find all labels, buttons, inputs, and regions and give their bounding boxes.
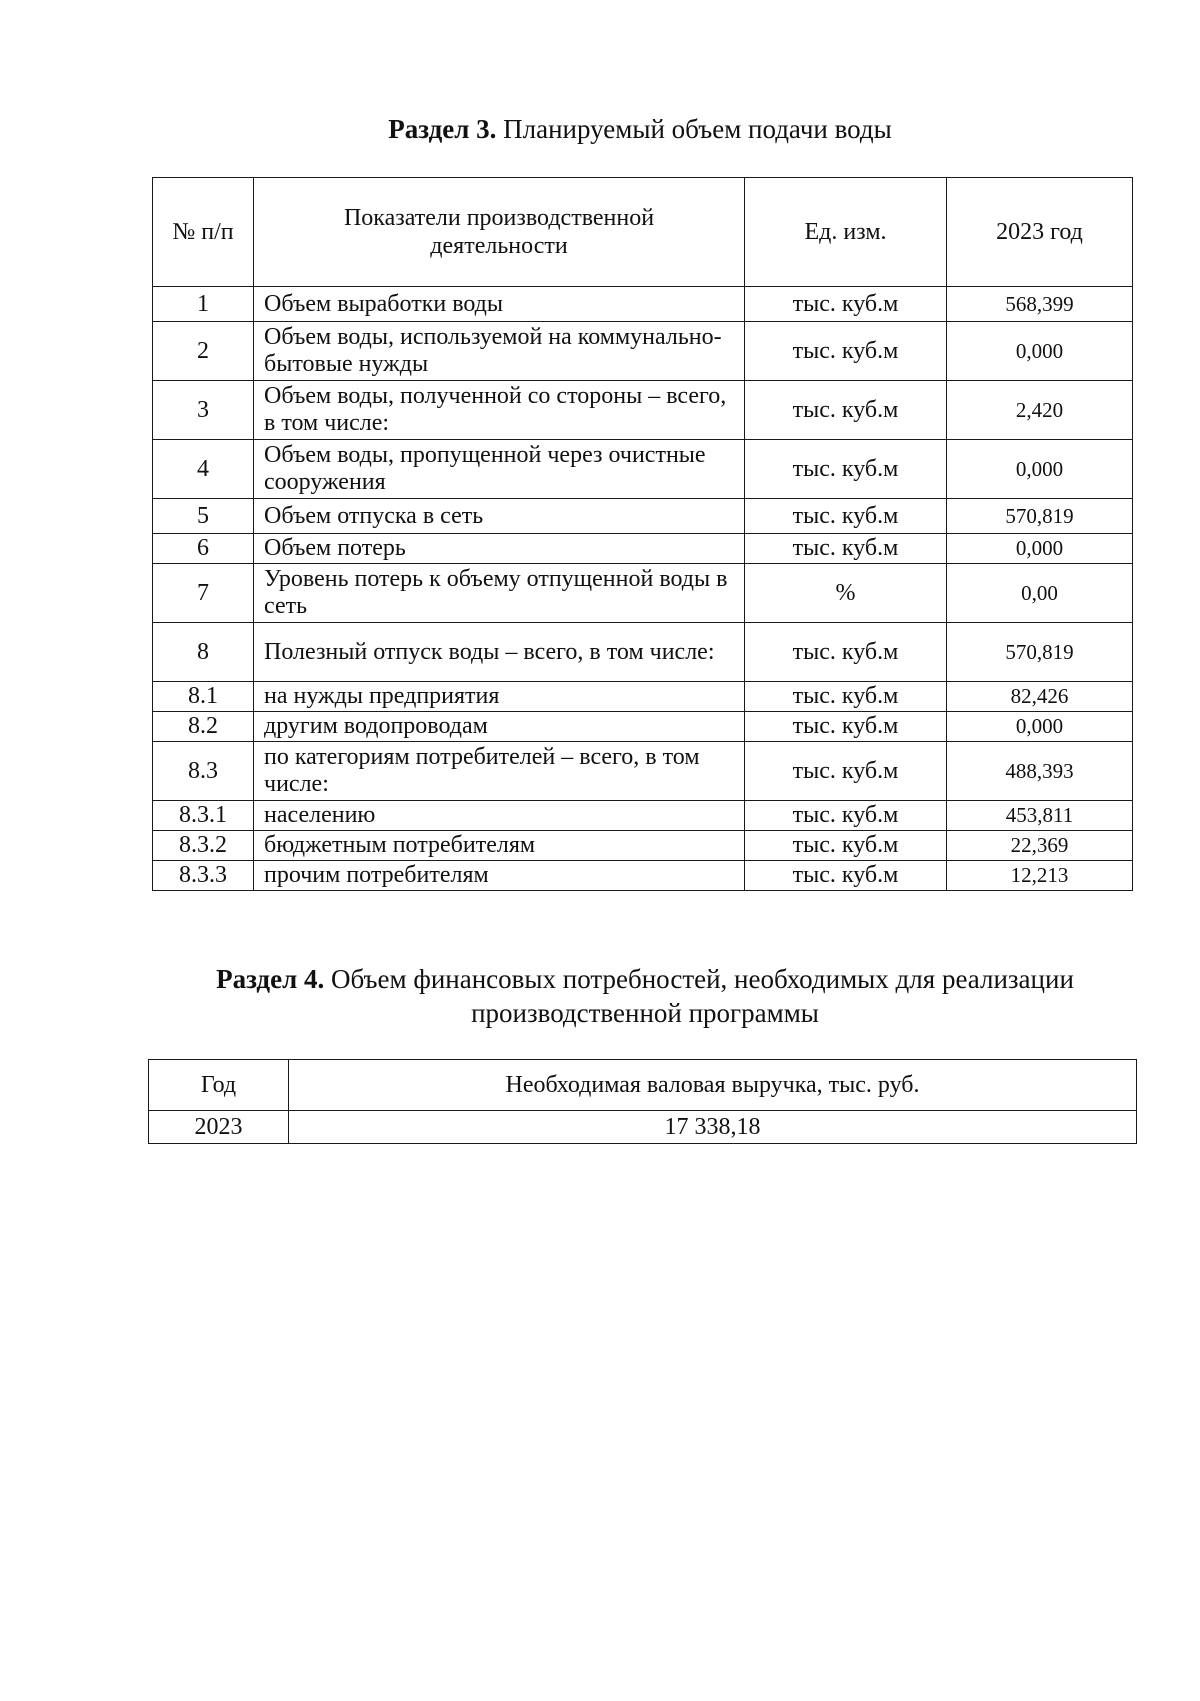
row-num: 6	[153, 534, 254, 564]
row-num: 1	[153, 287, 254, 322]
row-unit: тыс. куб.м	[745, 287, 947, 322]
header-revenue: Необходимая валовая выручка, тыс. руб.	[289, 1060, 1137, 1111]
water-supply-table	[152, 177, 1133, 891]
row-name: прочим потребителям	[254, 861, 745, 891]
row-name: Объем отпуска в сеть	[254, 499, 745, 534]
row-year: 2023	[149, 1111, 289, 1144]
table-row	[153, 564, 1133, 623]
row-value: 0,000	[947, 534, 1133, 564]
table-row	[153, 623, 1133, 682]
row-unit: тыс. куб.м	[745, 623, 947, 682]
table-row	[153, 831, 1133, 861]
row-unit: тыс. куб.м	[745, 712, 947, 742]
row-value: 0,000	[947, 322, 1133, 381]
row-value: 488,393	[947, 742, 1133, 801]
row-unit: тыс. куб.м	[745, 801, 947, 831]
row-value: 0,00	[947, 564, 1133, 623]
row-value: 12,213	[947, 861, 1133, 891]
section-4-title: Объем финансовых потребностей, необходимых для реализации	[330, 964, 1074, 994]
row-name: Объем воды, пропущенной через очистные сооружения	[254, 440, 745, 499]
row-name: на нужды предприятия	[254, 682, 745, 712]
table-row	[153, 742, 1133, 801]
header-num: № п/п	[153, 178, 254, 287]
row-value: 570,819	[947, 499, 1133, 534]
row-num: 8.3.2	[153, 831, 254, 861]
row-unit: тыс. куб.м	[745, 861, 947, 891]
table-row	[153, 682, 1133, 712]
row-value: 0,000	[947, 440, 1133, 499]
row-unit: тыс. куб.м	[745, 742, 947, 801]
table-row	[149, 1111, 1137, 1144]
row-num: 8.2	[153, 712, 254, 742]
table-row	[153, 287, 1133, 322]
row-name: Объем воды, полученной со стороны – всего, в том числе:	[254, 381, 745, 440]
row-value: 22,369	[947, 831, 1133, 861]
row-num: 2	[153, 322, 254, 381]
table-header-row	[149, 1060, 1137, 1111]
section-4-title-line2: производственной программы	[471, 998, 819, 1028]
section-4-heading	[45, 962, 1200, 1030]
row-name: по категориям потребителей – всего, в том числе:	[254, 742, 745, 801]
financial-needs-table	[148, 1059, 1137, 1144]
row-name: населению	[254, 801, 745, 831]
row-num: 4	[153, 440, 254, 499]
row-name: Объем воды, используемой на коммунально-бытовые нужды	[254, 322, 745, 381]
table-row	[153, 801, 1133, 831]
row-unit: тыс. куб.м	[745, 682, 947, 712]
section-4-heading-line1	[45, 962, 1200, 996]
table-row	[153, 322, 1133, 381]
row-value: 82,426	[947, 682, 1133, 712]
row-name: Объем потерь	[254, 534, 745, 564]
row-name: Уровень потерь к объему отпущенной воды в сеть	[254, 564, 745, 623]
table-row	[153, 499, 1133, 534]
section-3-label: Раздел 3.	[388, 114, 497, 144]
header-unit: Ед. изм.	[745, 178, 947, 287]
table-row	[153, 861, 1133, 891]
section-3-title: Планируемый объем подачи воды	[503, 114, 892, 144]
row-value: 570,819	[947, 623, 1133, 682]
row-num: 8	[153, 623, 254, 682]
row-unit: тыс. куб.м	[745, 440, 947, 499]
row-name: Полезный отпуск воды – всего, в том числе:	[254, 623, 745, 682]
header-indicator: Показатели производственной деятельности	[254, 178, 745, 287]
row-num: 8.1	[153, 682, 254, 712]
row-num: 5	[153, 499, 254, 534]
header-year: 2023 год	[947, 178, 1133, 287]
row-num: 8.3	[153, 742, 254, 801]
table-header-row	[153, 178, 1133, 287]
row-unit: тыс. куб.м	[745, 322, 947, 381]
row-name: Объем выработки воды	[254, 287, 745, 322]
row-num: 3	[153, 381, 254, 440]
section-3-heading	[40, 112, 1200, 146]
table-row	[153, 381, 1133, 440]
row-unit: тыс. куб.м	[745, 831, 947, 861]
header-year: Год	[149, 1060, 289, 1111]
table-row	[153, 712, 1133, 742]
row-unit: тыс. куб.м	[745, 499, 947, 534]
row-name: другим водопроводам	[254, 712, 745, 742]
row-value: 2,420	[947, 381, 1133, 440]
table-row	[153, 440, 1133, 499]
row-num: 7	[153, 564, 254, 623]
row-name: бюджетным потребителям	[254, 831, 745, 861]
table-row	[153, 534, 1133, 564]
row-num: 8.3.1	[153, 801, 254, 831]
row-unit: тыс. куб.м	[745, 534, 947, 564]
row-value: 453,811	[947, 801, 1133, 831]
row-num: 8.3.3	[153, 861, 254, 891]
row-value: 568,399	[947, 287, 1133, 322]
section-4-label: Раздел 4.	[216, 964, 325, 994]
row-unit: тыс. куб.м	[745, 381, 947, 440]
row-revenue: 17 338,18	[289, 1111, 1137, 1144]
row-unit: %	[745, 564, 947, 623]
row-value: 0,000	[947, 712, 1133, 742]
